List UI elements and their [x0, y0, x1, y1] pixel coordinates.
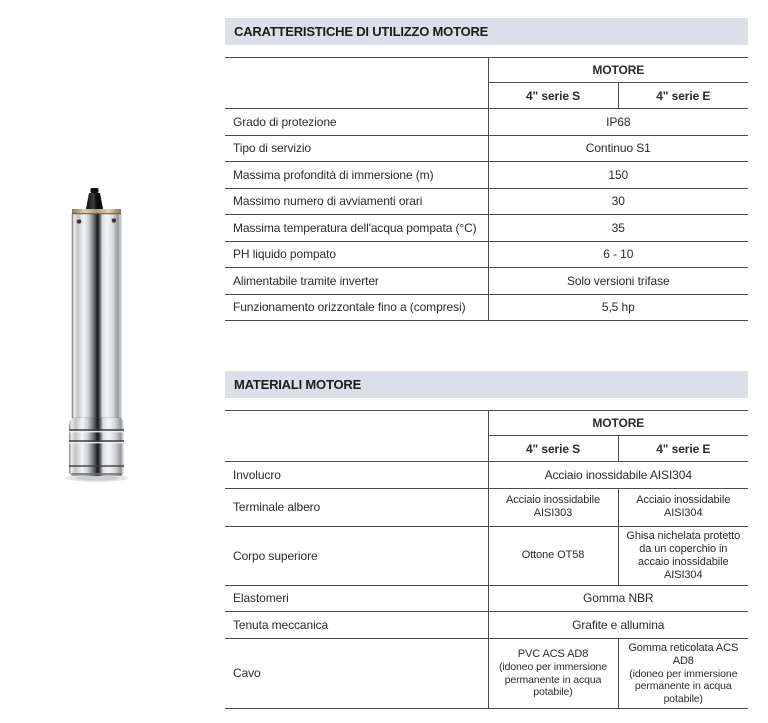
row-value-serie-s: Ottone OT58: [488, 526, 618, 585]
row-label: Corpo superiore: [225, 526, 488, 585]
col-header-serie-s: 4" serie S: [488, 436, 618, 462]
table-row: [225, 612, 748, 639]
cable-material-e: Gomma reticolata ACS AD8: [628, 641, 739, 667]
row-label: Cavo: [225, 638, 488, 709]
section-title: CARATTERISTICHE DI UTILIZZO MOTORE: [234, 24, 489, 39]
base-groove-2-highlight: [69, 442, 124, 443]
row-value: Solo versioni trifase: [488, 268, 748, 295]
row-value-serie-e: Ghisa nichelata protetto da un coperchio in accaio inossidabile AISI304: [618, 526, 748, 585]
screw-left: [77, 219, 82, 224]
row-value: Grafite e allumina: [488, 612, 748, 639]
table-materiali: [225, 410, 748, 709]
col-header-serie-e: 4" serie E: [618, 436, 748, 462]
row-value: Gomma NBR: [488, 585, 748, 612]
row-label: Elastomeri: [225, 585, 488, 612]
header-spacer-cell: [225, 411, 488, 436]
base-bottom-edge: [71, 473, 122, 476]
table-row: [225, 135, 748, 162]
row-label: Tipo di servizio: [225, 135, 488, 162]
group-header-motore: MOTORE: [488, 411, 748, 436]
table-row: [225, 109, 748, 136]
group-header-motore: MOTORE: [488, 58, 748, 83]
row-value-serie-e: [618, 638, 748, 709]
shaft: [86, 193, 103, 209]
row-label: Alimentabile tramite inverter: [225, 268, 488, 295]
row-value-serie-e: Acciaio inossidabile AISI304: [618, 488, 748, 526]
base-groove-1-highlight: [69, 431, 124, 432]
row-label: Grado di protezione: [225, 109, 488, 136]
row-value-serie-s: [488, 638, 618, 709]
row-label: Massima profondità di immersione (m): [225, 162, 488, 189]
cable-note-e: (idoneo per immersione permanente in acqua potabile): [629, 667, 738, 705]
header-spacer-cell: [225, 83, 488, 109]
row-value: Acciaio inossidabile AISI304: [488, 462, 748, 489]
row-value: IP68: [488, 109, 748, 136]
motor-body: [72, 214, 121, 418]
submersible-motor-photo: [58, 184, 134, 484]
table-row: [225, 294, 748, 321]
row-label: Funzionamento orizzontale fino a (compresi): [225, 294, 488, 321]
base-groove-2: [69, 440, 124, 442]
table-row: [225, 638, 748, 709]
shaft-tip: [91, 188, 99, 193]
screw-right: [112, 218, 117, 223]
pump-illustration: [58, 184, 134, 484]
table-row: [225, 188, 748, 215]
table-row: [225, 526, 748, 585]
row-value: 5,5 hp: [488, 294, 748, 321]
row-label: Massima temperatura dell'acqua pompata (°C): [225, 215, 488, 242]
cable-material-s: PVC ACS AD8: [517, 648, 589, 660]
cable-note-s: (idoneo per immersione permanente in acqua potabile): [498, 661, 608, 698]
pump-shadow-inner: [75, 475, 119, 480]
row-label: Involucro: [225, 462, 488, 489]
row-value: 35: [488, 215, 748, 242]
table-row: [225, 268, 748, 295]
base-groove-1: [69, 429, 124, 431]
spec-content: [225, 18, 748, 709]
table-row: [225, 462, 748, 489]
table-caratteristiche: [225, 57, 748, 321]
row-value-serie-s: Acciaio inossidabile AISI303: [488, 488, 618, 526]
section-title: MATERIALI MOTORE: [234, 377, 362, 392]
header-spacer-cell: [225, 58, 488, 83]
row-label: Tenuta meccanica: [225, 612, 488, 639]
col-header-serie-s: 4" serie S: [488, 83, 618, 109]
row-value: 150: [488, 162, 748, 189]
row-value: Continuo S1: [488, 135, 748, 162]
col-header-serie-e: 4" serie E: [618, 83, 748, 109]
base-groove-3: [69, 465, 124, 467]
section-header-caratteristiche: [225, 18, 748, 45]
section-header-materiali: [225, 371, 748, 398]
row-label: PH liquido pompato: [225, 241, 488, 268]
row-value: 30: [488, 188, 748, 215]
table-row: [225, 488, 748, 526]
row-value: 6 - 10: [488, 241, 748, 268]
row-label: Massimo numero di avviamenti orari: [225, 188, 488, 215]
table-row: [225, 162, 748, 189]
table-row: [225, 215, 748, 242]
table-row: [225, 241, 748, 268]
header-spacer-cell: [225, 436, 488, 462]
row-label: Terminale albero: [225, 488, 488, 526]
table-row: [225, 585, 748, 612]
